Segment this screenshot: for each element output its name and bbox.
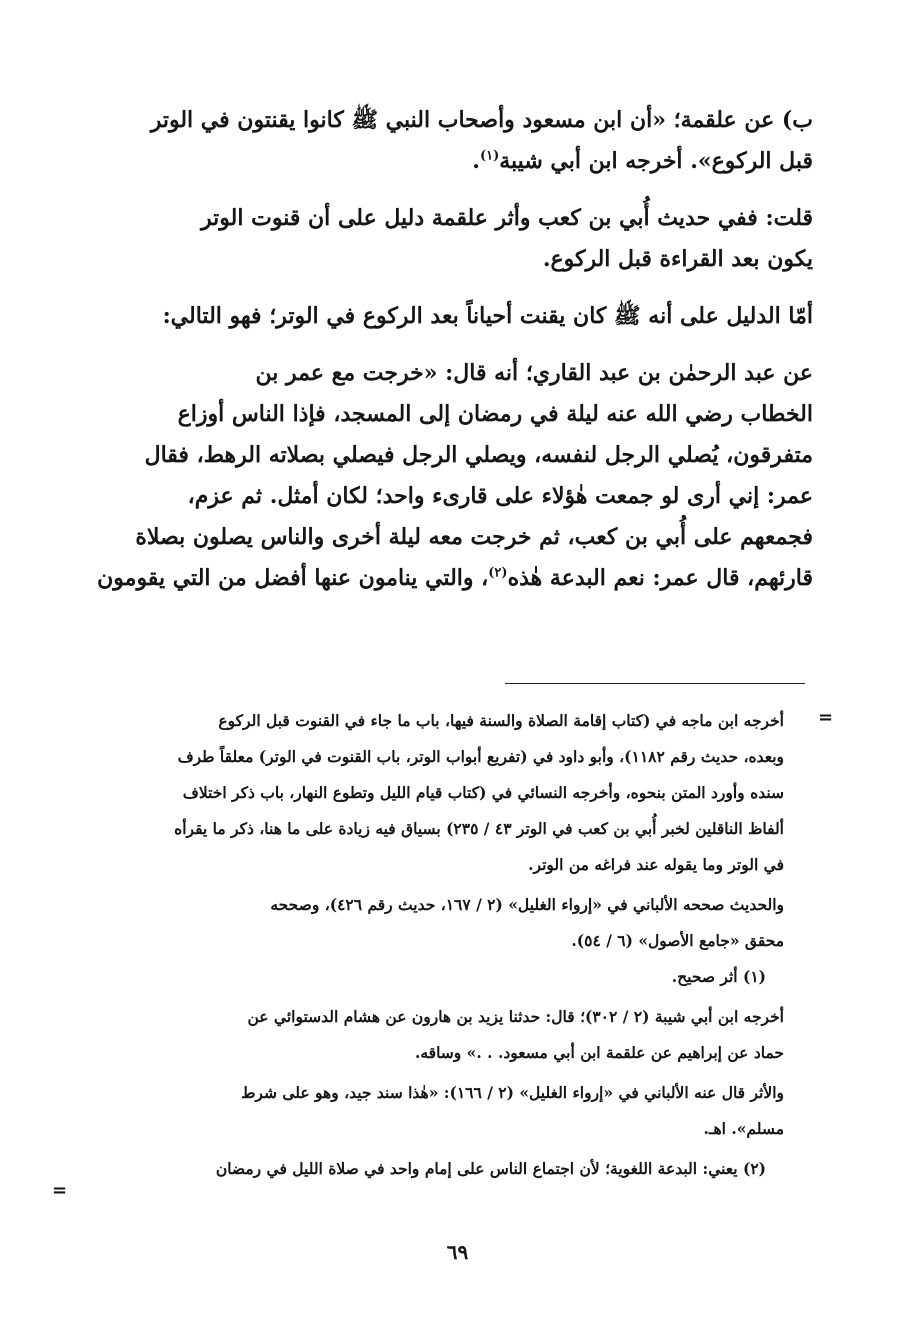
- line: ، والتي ينامون عنها أفضل من التي يقومون: [97, 565, 489, 591]
- line: في الوتر وما يقوله عند فراغه من الوتر.: [528, 855, 784, 874]
- footnote-ref-2: (٢): [488, 565, 508, 581]
- line: والحديث صححه الألباني في «إرواء الغليل» (٢ / ١٦٧، حديث رقم ٤٢٦)، وصححه: [270, 895, 784, 914]
- paragraph-hadith-umar: [78, 353, 813, 599]
- main-text: [78, 100, 813, 599]
- paragraph-evidence: [78, 296, 813, 337]
- footnote-1-albani: [80, 1075, 810, 1147]
- page-number: ٦٩: [446, 1240, 469, 1264]
- line: ب) عن علقمة؛ «أن ابن مسعود وأصحاب النبي ﷺ كانوا يقنتون في الوتر: [150, 107, 813, 133]
- line: محقق «جامع الأصول» (٦ / ٥٤).: [571, 931, 784, 950]
- line: أمّا الدليل على أنه ﷺ كان يقنت أحياناً بعد الركوع في الوتر؛ فهو التالي:: [162, 303, 813, 329]
- line: أخرجه ابن ماجه في (كتاب إقامة الصلاة والسنة فيها، باب ما جاء في القنوت قبل الركوع: [218, 711, 784, 730]
- paragraph-alqamah: ب) عن علقمة؛ «أن ابن مسعود وأصحاب النبي ﷺ كانوا يقنتون في الوتر قبل الركوع». أخرجه ابن أبي شيبة$^{(١)}$.: [150, 107, 813, 174]
- footnote-albani-hadith: [80, 887, 810, 959]
- paragraph-qultu: [78, 198, 813, 280]
- continuation-mark-top: =: [818, 707, 834, 728]
- line: قلت: ففي حديث أُبي بن كعب وأثر علقمة دليل على أن قنوت الوتر: [201, 205, 813, 231]
- line: ألفاظ الناقلين لخبر أُبي بن كعب في الوتر ٤٣ / ٢٣٥) بسياق فيه زيادة على ما هنا، ذكر ما يقرأه: [174, 819, 784, 838]
- line: الخطاب رضي الله عنه ليلة في رمضان إلى المسجد، فإذا الناس أوزاع: [177, 401, 813, 427]
- footnote-ref-1: (١): [479, 148, 500, 164]
- line: قارئهم، قال عمر: نعم البدعة هٰذه: [507, 565, 813, 591]
- line: والأثر قال عنه الألباني في «إرواء الغليل» (٢ / ١٦٦): «هٰذا سند جيد، وهو على شرط: [241, 1083, 784, 1102]
- line: وبعده، حديث رقم ١١٨٢)، وأبو داود في (تفريع أبواب الوتر، باب القنوت في الوتر) معلقاً طرف: [177, 747, 784, 766]
- line: حماد عن إبراهيم عن علقمة ابن أبي مسعود. . .» وساقه.: [414, 1043, 784, 1062]
- footnote-separator: [505, 683, 805, 684]
- line: سنده وأورد المتن بنحوه، وأخرجه النسائي في (كتاب قيام الليل وتطوع النهار، باب ذكر اختلاف: [182, 783, 784, 802]
- line: فجمعهم على أُبي بن كعب، ثم خرجت معه ليلة أخرى والناس يصلون بصلاة: [135, 524, 813, 550]
- continuation-mark-bottom: =: [52, 1180, 68, 1201]
- line: عمر: إني أرى لو جمعت هٰؤلاء على قارىء واحد؛ لكان أمثل. ثم عزم،: [187, 483, 813, 509]
- line: مسلم». اهـ.: [703, 1119, 784, 1138]
- footnote-2: (٢) يعني: البدعة اللغوية؛ لأن اجتماع الناس على إمام واحد في صلاة الليل في رمضان: [215, 1159, 766, 1178]
- line: أخرجه ابن أبي شيبة (٢ / ٣٠٢)؛ قال: حدثنا يزيد بن هارون عن هشام الدستوائي عن: [247, 1007, 784, 1026]
- line: قبل الركوع». أخرجه ابن أبي شيبة: [499, 148, 813, 174]
- footnote-1-source: [80, 999, 810, 1071]
- footnote-continued: [80, 703, 810, 883]
- line: يكون بعد القراءة قبل الركوع.: [542, 246, 813, 272]
- line: متفرقون، يُصلي الرجل لنفسه، ويصلي الرجل فيصلي بصلاته الرهط، فقال: [144, 442, 813, 468]
- footnote-1-label: (١) أثر صحيح.: [671, 967, 766, 986]
- footnotes: [80, 703, 810, 1187]
- line: عن عبد الرحمٰن بن عبد القاري؛ أنه قال: «خرجت مع عمر بن: [255, 360, 813, 386]
